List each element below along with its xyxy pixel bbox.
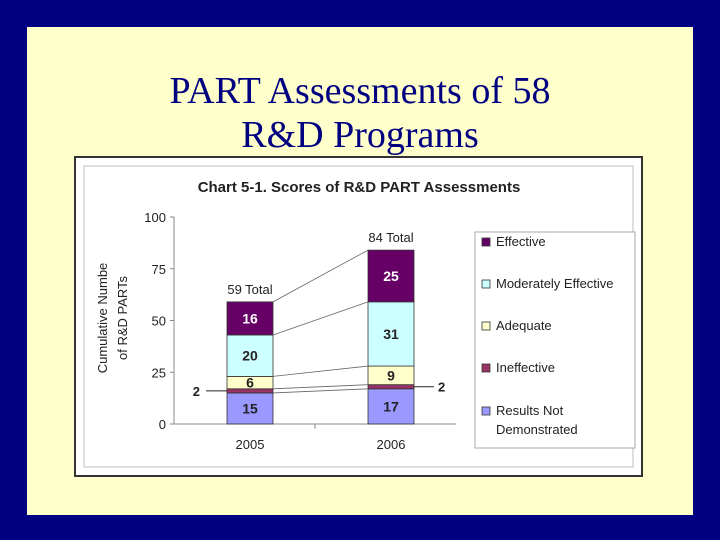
slide-title bbox=[27, 69, 693, 157]
legend-label: Results Not bbox=[496, 403, 564, 418]
x-tick-label: 2005 bbox=[235, 437, 265, 452]
legend-label: Ineffective bbox=[496, 360, 556, 375]
legend-swatch bbox=[482, 280, 490, 288]
legend-label: Effective bbox=[496, 234, 546, 249]
slide bbox=[27, 27, 693, 515]
y-tick-label: 50 bbox=[151, 313, 166, 329]
data-label: 17 bbox=[383, 398, 399, 415]
data-label: 15 bbox=[242, 400, 258, 417]
y-axis-label: Cumulative Numbe bbox=[95, 262, 110, 374]
legend-swatch bbox=[482, 238, 490, 246]
chart-title: Chart 5-1. Scores of R&D PART Assessments bbox=[197, 179, 521, 196]
y-axis-label: of R&D PARTs bbox=[115, 275, 130, 361]
y-tick-label: 0 bbox=[158, 417, 166, 432]
x-tick-label: 2006 bbox=[376, 437, 406, 452]
data-label: 2 bbox=[438, 379, 446, 395]
data-label: 31 bbox=[383, 325, 399, 342]
slide-title-line-2: R&D Programs bbox=[241, 114, 479, 156]
data-label: 9 bbox=[387, 367, 395, 384]
legend-label: Demonstrated bbox=[496, 422, 578, 437]
y-tick-label: 100 bbox=[144, 210, 166, 225]
data-label: 20 bbox=[242, 347, 258, 364]
chart-frame bbox=[74, 156, 643, 477]
data-label: 25 bbox=[383, 267, 399, 284]
y-tick-label: 75 bbox=[151, 261, 166, 277]
legend-swatch bbox=[482, 322, 490, 330]
legend-label: Moderately Effective bbox=[496, 276, 614, 291]
legend-swatch bbox=[482, 407, 490, 415]
stacked-bar-chart bbox=[76, 158, 641, 475]
data-label: 2 bbox=[192, 383, 200, 399]
bar-total-label: 59 Total bbox=[227, 281, 273, 297]
slide-title-line-1: PART Assessments of 58 bbox=[169, 70, 551, 112]
legend-label: Adequate bbox=[496, 318, 552, 333]
legend-swatch bbox=[482, 364, 490, 372]
data-label: 6 bbox=[246, 374, 254, 391]
bar-segment bbox=[368, 385, 414, 389]
bar-total-label: 84 Total bbox=[368, 230, 414, 246]
data-label: 16 bbox=[242, 310, 258, 327]
y-tick-label: 25 bbox=[151, 365, 166, 381]
